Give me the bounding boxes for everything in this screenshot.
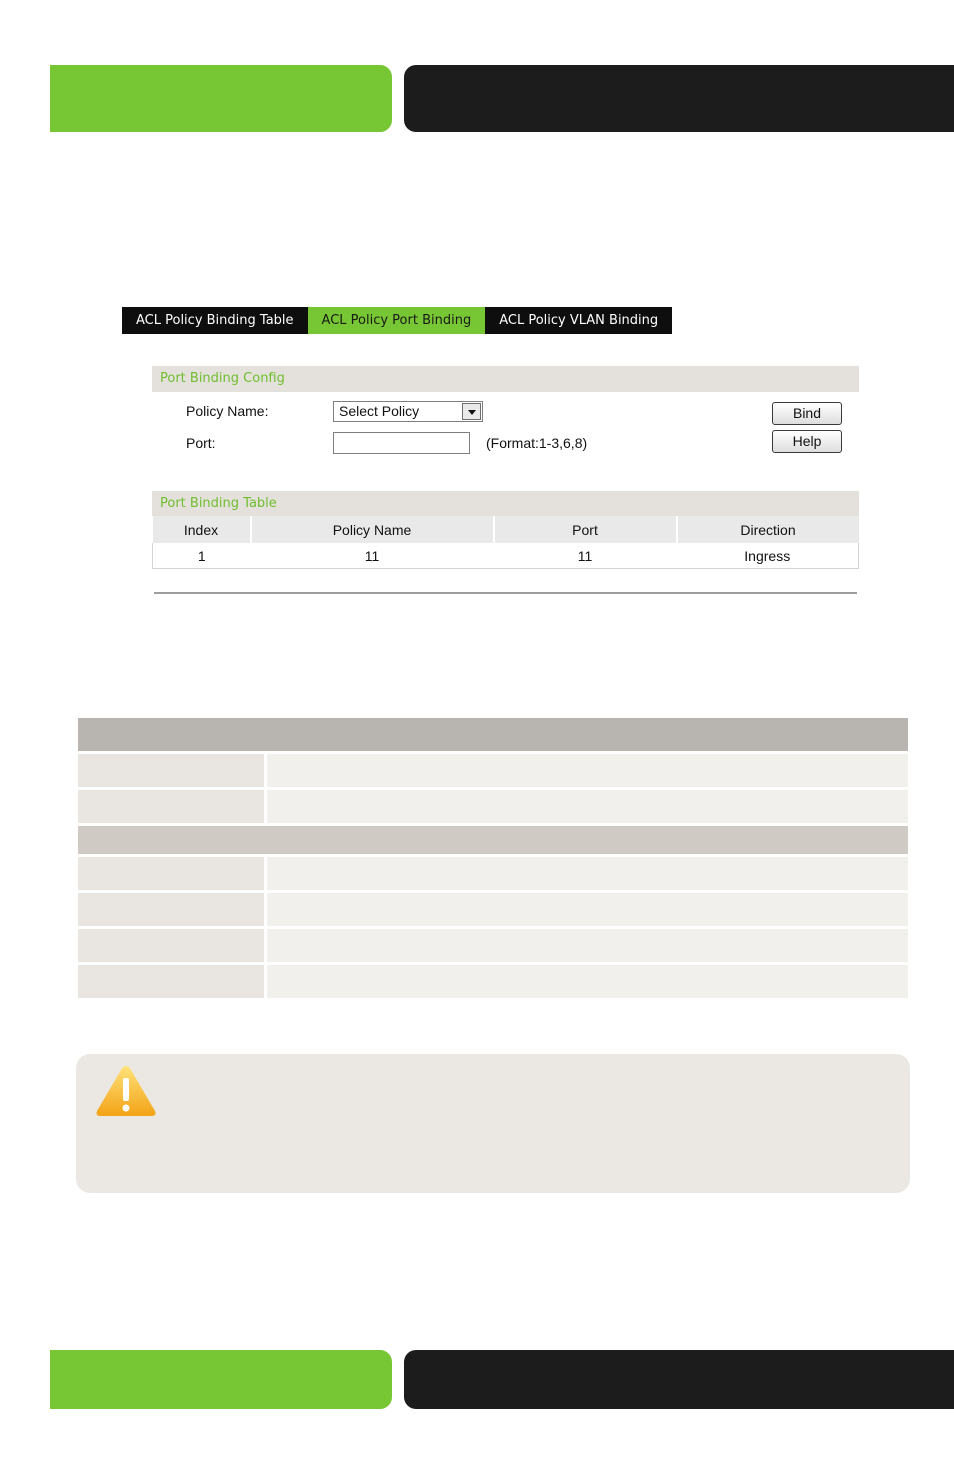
port-input[interactable] (333, 432, 470, 454)
column-header-policy-name: Policy Name (251, 516, 494, 543)
footer-green-banner (50, 1350, 392, 1409)
reference-table-header (78, 718, 908, 751)
port-binding-table (152, 516, 859, 569)
table-cell (78, 857, 264, 890)
table-cell (78, 754, 264, 787)
table-row (78, 754, 908, 787)
cell-index: 1 (153, 543, 251, 569)
port-binding-table-header: Port Binding Table (152, 491, 859, 516)
port-binding-config-header: Port Binding Config (152, 366, 859, 392)
port-format-hint: (Format:1-3,6,8) (486, 435, 588, 451)
warning-icon (95, 1064, 157, 1118)
policy-name-label: Policy Name: (186, 403, 269, 419)
table-cell (78, 790, 264, 823)
table-cell (267, 893, 908, 926)
table-row (78, 965, 908, 998)
table-row (78, 929, 908, 962)
table-cell (78, 893, 264, 926)
column-header-port: Port (494, 516, 677, 543)
header-dark-banner (404, 65, 954, 132)
column-header-index: Index (153, 516, 251, 543)
tab-acl-policy-binding-table[interactable]: ACL Policy Binding Table (136, 313, 294, 328)
tab-bar (122, 307, 672, 334)
policy-select-value: Select Policy (339, 403, 420, 419)
table-row (78, 790, 908, 823)
table-cell (267, 857, 908, 890)
reference-table-subheader (78, 826, 908, 854)
table-cell (267, 965, 908, 998)
table-cell (267, 790, 908, 823)
table-row (78, 857, 908, 890)
table-cell (78, 965, 264, 998)
cell-direction: Ingress (677, 543, 859, 569)
table-cell (267, 929, 908, 962)
table-row (153, 543, 859, 569)
divider (154, 592, 857, 594)
table-cell (78, 929, 264, 962)
footer-dark-banner (404, 1350, 954, 1409)
cell-port: 11 (494, 543, 677, 569)
policy-name-select[interactable] (333, 401, 483, 422)
tab-acl-policy-vlan-binding[interactable]: ACL Policy VLAN Binding (499, 313, 659, 328)
reference-table (78, 718, 908, 998)
table-header-row (153, 516, 859, 543)
bind-button[interactable]: Bind (772, 402, 842, 425)
table-cell (267, 754, 908, 787)
note-box (76, 1054, 910, 1193)
table-row (78, 893, 908, 926)
cell-policy-name: 11 (251, 543, 494, 569)
chevron-down-icon[interactable] (462, 403, 481, 420)
help-button[interactable]: Help (772, 430, 842, 453)
header-green-banner (50, 65, 392, 132)
tab-acl-policy-port-binding[interactable]: ACL Policy Port Binding (308, 307, 486, 334)
port-label: Port: (186, 435, 216, 451)
column-header-direction: Direction (677, 516, 859, 543)
